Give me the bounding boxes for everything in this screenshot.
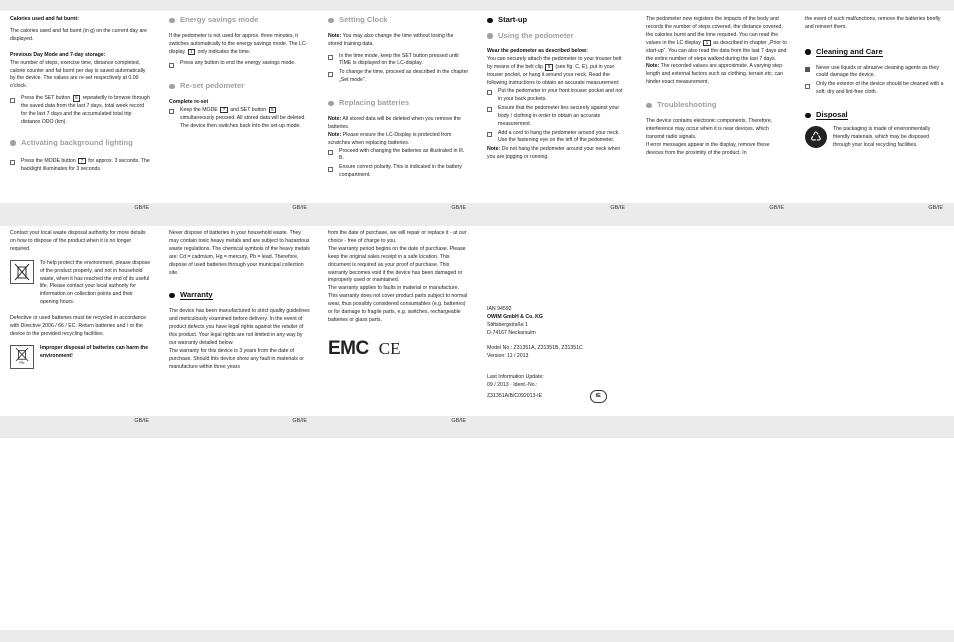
- page-footer-label: GB/IE: [292, 418, 307, 424]
- ref-box: 9: [545, 64, 553, 71]
- ian-number: IAN 94592: [487, 306, 512, 312]
- top-band: [0, 0, 954, 11]
- last-info-label: Last Information Update:: [487, 374, 544, 381]
- list-item: Only the exterior of the device should be cleaned with a soft, dry and lint-free cloth.: [805, 81, 946, 97]
- crossed-bin-icon: [10, 260, 34, 284]
- ref-box: 7: [220, 107, 228, 114]
- wear-text: You can securely attach the pedometer to your trouser belt by means of the belt clip 9 (see fig. C, E), put in your trouser pocket, or hang it around your neck. Read the following instructions to obtain an accurate measurement:: [487, 56, 622, 87]
- page-footer-label: GB/IE: [928, 205, 943, 211]
- page-column-6: [805, 16, 946, 156]
- list-item: Put the pedometer in your front trouser pocket and not in your back pockets.: [487, 88, 628, 104]
- ident-label: 09 / 2013 · Ident.-No.:: [487, 382, 538, 389]
- company-street: Stiftsbergstraße 1: [487, 321, 528, 328]
- batteries-text: Never dispose of batteries in your household waste. They may contain toxic heavy metals and are subject to hazardous waste regulations. The chemical symbols of the heavy metals are: Cd = cadmium, Hg = mercury, Pb = lead. Therefore, dispose of used batteries through your municipal collection site.: [169, 230, 310, 276]
- country-badge: IE: [590, 390, 607, 402]
- complete-reset-title: Complete re-set: [169, 99, 209, 106]
- previous-day-text: The number of steps, exercise time, distance completed, calorie counter and fat burnt per day is saved automatically by the device. The values are re-set respectively at 0.00 o'clock.: [10, 59, 146, 90]
- ce-mark: CE: [378, 339, 401, 359]
- heading-energy-savings: Energy savings mode: [169, 16, 310, 25]
- list-item: Keep the MODE 7 and SET button 5 simultaneously pressed. All stored data will be deleted. The device then switches back into the set-up mode.: [169, 107, 310, 131]
- list-item: To change the time, proceed as described in the chapter „Set mode“.: [328, 69, 469, 85]
- page-column-10: [487, 306, 628, 403]
- list-item: Ensure that the pedometer lies securely against your body / clothing in order to obtain an accurate measurement.: [487, 105, 628, 129]
- heading-cleaning: Cleaning and Care: [805, 48, 946, 57]
- troubleshooting-text-2: If error messages appear in the display, remove these devices from the proximity of the product. In: [646, 141, 770, 156]
- heading-start-up: Start-up: [487, 16, 628, 25]
- company-name: OWIM GmbH & Co. KG: [487, 313, 543, 320]
- malfunction-text: the event of such malfunctions, remove the batteries briefly and reinsert them.: [805, 16, 941, 30]
- page-footer-label: GB/IE: [610, 205, 625, 211]
- certification-marks: [328, 335, 469, 364]
- disposal-text: The packaging is made of environmentally friendly materials, which may be disposed through your local recycling facilities.: [833, 125, 931, 148]
- page-column-5: The pedometer now registers the impacts of the body and records the number of steps covered, the distance covered, the calories burnt and the time required. You can read the values in the LC display 1 as described in chapter „Prior to start-up“. You can also read the data from the last 7 days and the entire number of steps walked during the last 7 days. Note: The recorded values are approximate. A varying step length and external factors such as clothing, terrain etc. can hinder exact measurement. Troubleshooting The device contains electronic components. Therefore, interference may occur when it is near devices, which transmit radio signals. If error messages appear in the display, remove these devices from the proximity of the product. In: [646, 16, 787, 156]
- heading-reset: Re-set pedometer: [169, 82, 310, 91]
- page-footer-label: GB/IE: [134, 205, 149, 211]
- version: Version: 11 / 2013: [487, 352, 529, 359]
- list-item: Proceed with changing the batteries as illustrated in Ill. B.: [328, 148, 469, 164]
- heading-setting-clock: Setting Clock: [328, 16, 469, 25]
- heading-using-pedometer: Using the pedometer: [487, 32, 628, 41]
- page-column-4: Start-up Using the pedometer Wear the pedometer as described below: You can securely attach the pedometer to your trouser belt by means of the belt clip 9 (see fig. C, E), put in your trouser pocket, or hang it around your neck. Read the following instructions to obtain an accurate measurement: Put the pedometer in your front trouser pocket and not in your back pockets. Ensure that the pedometer lies securely against your body / clothing in order to obtain an accurate measurement. Add a cord to hang the pedometer around your neck. Use the fastening eye on the left of the pedometer. Note: Do not hang the pedometer around your neck when you are jogging or running.: [487, 16, 628, 166]
- heading-replacing-batteries: Replacing batteries: [328, 99, 469, 108]
- energy-text: If the pedometer is not used for approx. three minutes, it switches automatically to the energy savings mode. The LC-display 1 only indicates the time.: [169, 32, 308, 55]
- heading-troubleshooting: Troubleshooting: [646, 101, 787, 110]
- list-item: In the time mode, keep the SET button pressed until TIME is displayed on the LC-display.: [328, 53, 469, 69]
- disposal-row: [805, 126, 946, 150]
- end-band: [0, 630, 954, 642]
- warranty-period-text: The warranty period begins on the date of purchase. Please keep the original sales receipt in a safe location. This document is required as your proof of purchase. This warranty becomes void if the device has been damaged or improperly used or maintained.: [328, 245, 466, 284]
- battery-warning-text: Improper disposal of batteries can harm the environment!: [40, 344, 149, 359]
- page-footer-label: GB/IE: [769, 205, 784, 211]
- page-footer-label: GB/IE: [451, 205, 466, 211]
- warranty-coverage-text: The warranty applies to faults in material or manufacture. This warranty does not cover product parts subject to normal wear, thus possibly considered consumables (e.g. batteries) or for damage to fragile parts, e.g. switches, rechargeable batteries or glass parts.: [328, 285, 468, 323]
- calories-text: The calories used and fat burnt (in g) on the current day are displayed.: [10, 27, 147, 42]
- page-column-9: [328, 230, 469, 364]
- warranty-text: The device has been manufactured to strict quality guidelines and meticulously examined before delivery. In the event of product defects you have legal rights against the retailer of this product. Your legal rights are not limited in any way by our warranty detailed below.: [169, 308, 310, 346]
- list-item: Add a cord to hang the pedometer around your neck. Use the fastening eye on the left of the pedometer.: [487, 130, 628, 146]
- page-column-2: [169, 16, 310, 132]
- list-item: Press any button to end the energy savings mode.: [169, 60, 310, 68]
- emc-logo: EMC: [328, 337, 369, 359]
- company-city: D-74167 Neckarsulm: [487, 329, 536, 336]
- environment-text: To help protect the environment, please dispose of the product properly, and not in household waste, when it has reached the end of its useful life. Please contact your local authority for information on collection points and their opening hours.: [40, 259, 151, 306]
- recycle-icon: ♺: [805, 126, 827, 148]
- page-column-7: [10, 230, 151, 375]
- page-footer-label: GB/IE: [292, 205, 307, 211]
- calories-title: Calories used and fat burnt:: [10, 16, 79, 22]
- crossed-bin-pb-icon: Pb: [10, 345, 34, 369]
- heading-background-lighting: Activating background lighting: [10, 139, 151, 148]
- heading-warranty: Warranty: [169, 291, 310, 300]
- page-footer-label: GB/IE: [451, 418, 466, 424]
- list-item: Ensure correct polarity. This is indicated in the battery compartment.: [328, 164, 469, 180]
- wear-title: Wear the pedometer as described below:: [487, 48, 588, 55]
- list-item: Press the MODE button 7 for approx. 3 seconds. The backlight illuminates for 3 seconds.: [10, 158, 151, 174]
- list-item: Never use liquids or abrasive cleaning agents as they could damage the device.: [805, 65, 946, 81]
- ref-box: 5: [73, 95, 81, 102]
- page-column-3: Setting Clock Note: You may also change the time without losing the stored training data. In the time mode, keep the SET button pressed until TIME is displayed on the LC-display. To change the time, proceed as described in the chapter „Set mode“. Replacing batteries Note: All stored data will be deleted when you remove the batteries. Note: Please ensure the LC-Display is protected from scratches when replacing batteries. Proceed with changing the batteries as illustrated in Ill. B. Ensure correct polarity. This is indicated in the battery compartment.: [328, 15, 469, 179]
- model-number: Model No.: Z31351A, Z31351B, Z31351C: [487, 344, 583, 351]
- previous-day-title: Previous Day Mode and 7-day storage:: [10, 51, 106, 58]
- page-column-1: [10, 16, 151, 174]
- battery-directive-text: Defective or used batteries must be recycled in accordance with Directive 2006 / 66 / EC. Return batteries and / or the device to the provided recycling facilities.: [10, 315, 147, 337]
- waste-authority-text: Contact your local waste disposal authority for more details on how to dispose of the product when it is no longer required.: [10, 230, 146, 252]
- ref-box: 7: [78, 158, 86, 165]
- ident-code: Z31351A/B/C092013-IE IE: [487, 390, 628, 402]
- troubleshooting-text: The device contains electronic components. Therefore, interference may occur when it is near devices, which transmit radio signals.: [646, 117, 773, 140]
- page-footer-label: GB/IE: [134, 418, 149, 424]
- ref-box: 1: [703, 40, 711, 47]
- warranty-text-2: The warranty for this device is 3 years from the date of purchase. Should this device show any fault in materials or manufacture within three years: [169, 347, 304, 370]
- waste-row: [10, 260, 151, 307]
- ref-box: 1: [188, 49, 196, 56]
- battery-warning-row: [10, 345, 151, 369]
- list-item: Press the SET button 5 repeatedly to browse through the saved data from the last 7 days, total week record for the last 7 days and the accumulated total trip distance ODO (km).: [10, 95, 151, 127]
- warranty-repair-text: from the date of purchase, we will repair or replace it - at our choice - free of charge to you.: [328, 230, 467, 244]
- heading-disposal: Disposal: [805, 111, 946, 120]
- ref-box: 5: [269, 107, 277, 114]
- page-column-8: [169, 230, 310, 375]
